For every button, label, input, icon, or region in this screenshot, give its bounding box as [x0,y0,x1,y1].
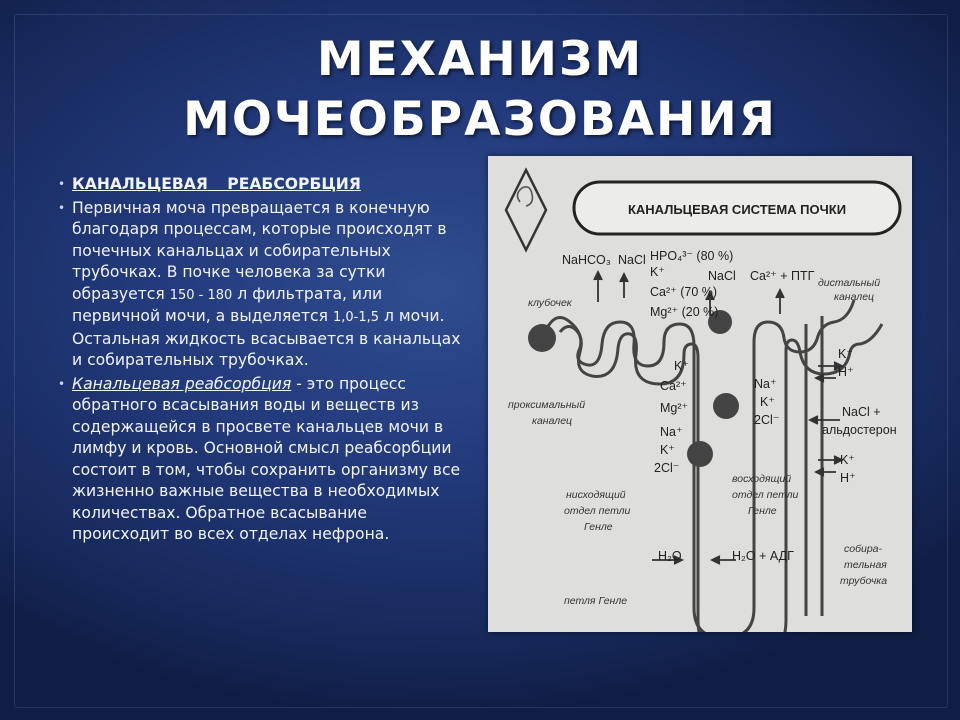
label-h2o-adg: H₂O + АДГ [732,549,794,563]
nephron-outline [546,300,882,632]
bullet-primary-urine [58,198,466,372]
banner-title: КАНАЛЬЦЕВАЯ СИСТЕМА ПОЧКИ [627,202,847,217]
kidney-icon [517,187,532,206]
label-descending-1: нисходящий [566,489,626,501]
label-nacl-2: NaCl [708,269,736,283]
glomerulus-icon [528,324,556,352]
label-k-plus-low: K⁺ [660,443,675,457]
kidney-tubule-diagram [488,156,912,632]
label-k-plus-1: K⁺ [650,265,665,279]
bullet-definition [58,374,466,546]
label-collecting-2: тельная [844,559,887,571]
label-h-plus-2: H⁺ [840,471,856,485]
label-ascending-1: восходящий [732,473,792,485]
label-distal-1: дистальный [818,277,881,289]
bullet-text-3: л мочи. Остальная жидкость всасывается в канальцах и собирательных трубочках. [72,307,461,369]
label-collecting-3: трубочка [840,575,888,587]
label-cl2-right: 2Cl⁻ [754,413,780,427]
label-aldosterone: альдостерон [822,423,897,437]
label-ca-ptg: Ca²⁺ + ПТГ [750,269,815,283]
bullet-dot-icon: • [58,177,66,191]
label-cl2-low: 2Cl⁻ [654,461,680,475]
section-heading: КАНАЛЬЦЕВАЯ РЕАБСОРБЦИЯ [72,175,361,193]
label-nacl-1: NaCl [618,253,646,267]
definition-term: Канальцевая реабсорбция [72,374,292,393]
title-line-2: МОЧЕОБРАЗОВАНИЯ [183,92,777,147]
label-ascending-2: отдел петли [732,489,799,501]
slide-title [0,30,960,150]
label-na-plus-low: Na⁺ [660,425,683,439]
definition-text: - это процесс обратного всасывания воды и веществ из содержащейся в просвете канальцев мочи в лимфу и кровь. Основной смысл реабсорбции состоит в том, чтобы сохранить организму все жизненно важные вещества в необходимых количествах. Обратное всасывание происходит во всех отделах нефрона. [72,374,461,543]
title-line-1: МЕХАНИЗМ [316,32,644,87]
label-descending-2: отдел петли [564,505,631,517]
label-ca2-left: Ca²⁺ [660,379,687,393]
bullet-dot-icon: • [58,376,66,391]
diamond-icon [506,170,546,250]
label-k-right: K⁺ [760,395,775,409]
label-glomerulus: клубочек [528,297,572,309]
label-na-right: Na⁺ [754,377,777,391]
label-k-plus-2: K⁺ [838,347,853,361]
bullet-dot-icon: • [58,200,66,215]
label-k-plus-4: K⁺ [840,453,855,467]
label-mg-20: Mg²⁺ (20 %) [650,305,719,319]
bullet-number-1: 150 - 180 [169,287,233,303]
diagram-svg [488,156,912,632]
label-ascending-3: Генле [748,505,777,517]
bullet-heading [58,174,466,196]
label-h-plus-1: H⁺ [838,365,854,379]
bullet-number-2: 1,0-1,5 [332,310,380,325]
label-ca-70: Ca²⁺ (70 %) [650,285,718,299]
label-nahco3: NaHCO₃ [562,253,611,267]
label-k-plus-3: K⁺ [674,359,689,373]
label-nacl-ald: NaCl + [842,405,881,419]
bullet-text-2: л фильтрата, или первичной мочи, а выделяется [72,284,383,325]
diagram-labels [508,249,897,607]
transporter-icon [687,441,713,467]
label-descending-3: Генле [584,521,613,533]
label-loop: петля Генле [564,595,628,607]
label-proximal-1: проксимальный [508,399,586,411]
transporter-icon [713,393,739,419]
label-h2o-1: H₂O [658,549,682,563]
label-proximal-2: каналец [532,415,573,427]
bullet-text-1: Первичная моча превращается в конечную благодаря процессам, которые происходят в почечных канальцах и собирательных трубочках. В почке человека за сутки образуется [72,198,447,303]
bullet-list [58,174,466,548]
label-distal-2: каналец [834,291,875,303]
label-collecting-1: собира- [844,543,883,555]
label-hpo4: HPO₄³⁻ (80 %) [650,249,734,263]
label-mg2-left: Mg²⁺ [660,401,689,415]
